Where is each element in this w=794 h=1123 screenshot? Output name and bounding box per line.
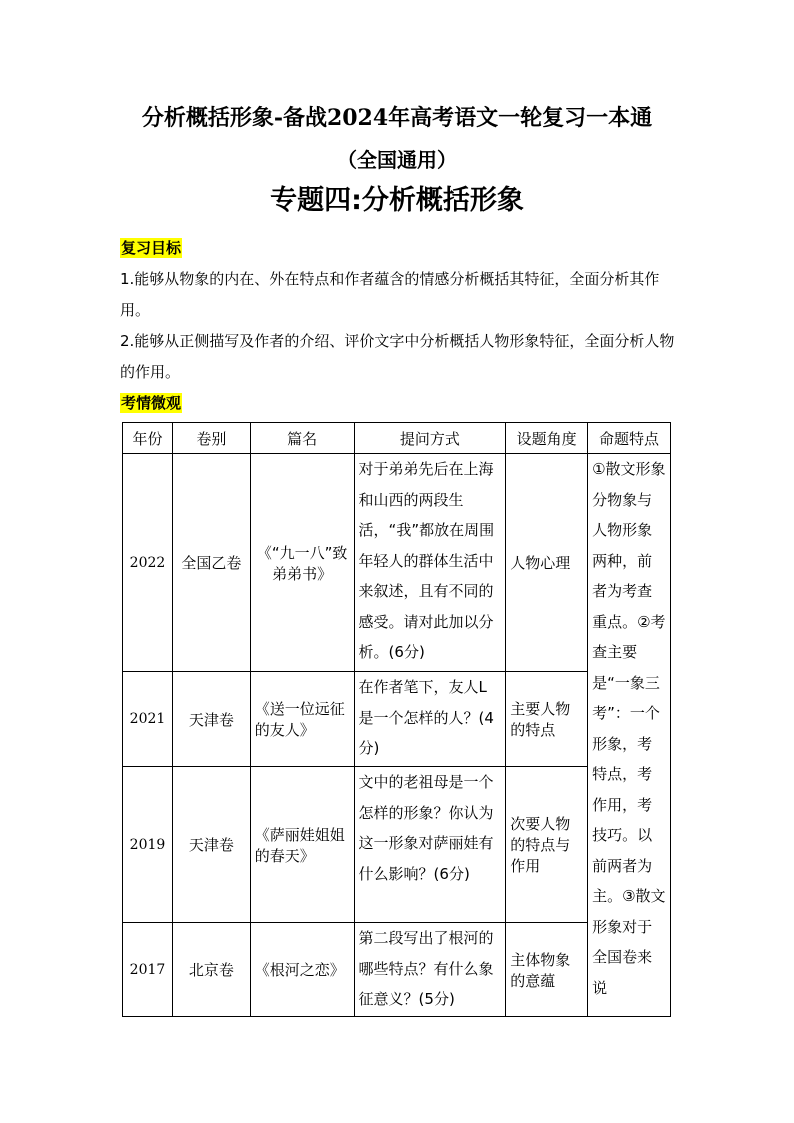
cell-title: 《送一位远征的友人》 — [250, 672, 354, 767]
cell-question: 在作者笔下，友人L是一个怎样的人？(4分) — [354, 672, 506, 767]
table-row — [123, 454, 671, 672]
column-header-feature: 命题特点 — [588, 423, 671, 454]
document-title: 分析概括形象-备战2024年高考语文一轮复习一本通 — [141, 105, 653, 131]
exam-heading: 考情微观 — [121, 394, 182, 412]
cell-angle: 主体物象的意蕴 — [506, 923, 588, 1017]
cell-year: 2021 — [123, 672, 173, 767]
goal-item-1: 1.能够从物象的内在、外在特点和作者蕴含的情感分析概括其特征，全面分析其作用。 — [120, 270, 660, 319]
cell-paper: 全国乙卷 — [172, 454, 250, 672]
topic-title: 专题四:分析概括形象 — [270, 185, 524, 216]
exam-table — [122, 422, 671, 1017]
cell-title: 《萨丽娃姐姐的春天》 — [250, 767, 354, 923]
column-header-question: 提问方式 — [354, 423, 506, 454]
cell-paper: 天津卷 — [172, 672, 250, 767]
cell-paper: 北京卷 — [172, 923, 250, 1017]
table-header-row — [123, 423, 671, 454]
column-header-paper: 卷别 — [172, 423, 250, 454]
document-subtitle: （全国通用） — [337, 148, 457, 172]
column-header-title: 篇名 — [250, 423, 354, 454]
column-header-angle: 设题角度 — [506, 423, 588, 454]
goals-heading: 复习目标 — [121, 239, 182, 257]
cell-year: 2019 — [123, 767, 173, 923]
cell-title: 《“九一八”致弟弟书》 — [250, 454, 354, 672]
cell-angle: 主要人物的特点 — [506, 672, 588, 767]
cell-paper: 天津卷 — [172, 767, 250, 923]
cell-question: 文中的老祖母是一个怎样的形象？你认为这一形象对萨丽娃有什么影响？(6分) — [354, 767, 506, 923]
cell-title: 《根河之恋》 — [250, 923, 354, 1017]
cell-question: 对于弟弟先后在上海和山西的两段生活，“我”都放在周围年轻人的群体生活中来叙述，且有不同的感受。请对此加以分析。(6分) — [354, 454, 506, 672]
cell-year: 2022 — [123, 454, 173, 672]
cell-feature: ①散文形象分物象与人物形象两种，前者为考查重点。②考查主要是“一象三考”：一个形象，考特点，考作用，考技巧。以前两者为主。③散文形象对于全国卷来说 — [588, 454, 671, 1017]
goal-item-2: 2.能够从正侧描写及作者的介绍、评价文字中分析概括人物形象特征，全面分析人物的作用。 — [120, 332, 675, 381]
column-header-year: 年份 — [123, 423, 173, 454]
cell-angle: 人物心理 — [506, 454, 588, 672]
cell-year: 2017 — [123, 923, 173, 1017]
cell-question: 第二段写出了根河的哪些特点？有什么象征意义？(5分) — [354, 923, 506, 1017]
cell-angle: 次要人物的特点与作用 — [506, 767, 588, 923]
